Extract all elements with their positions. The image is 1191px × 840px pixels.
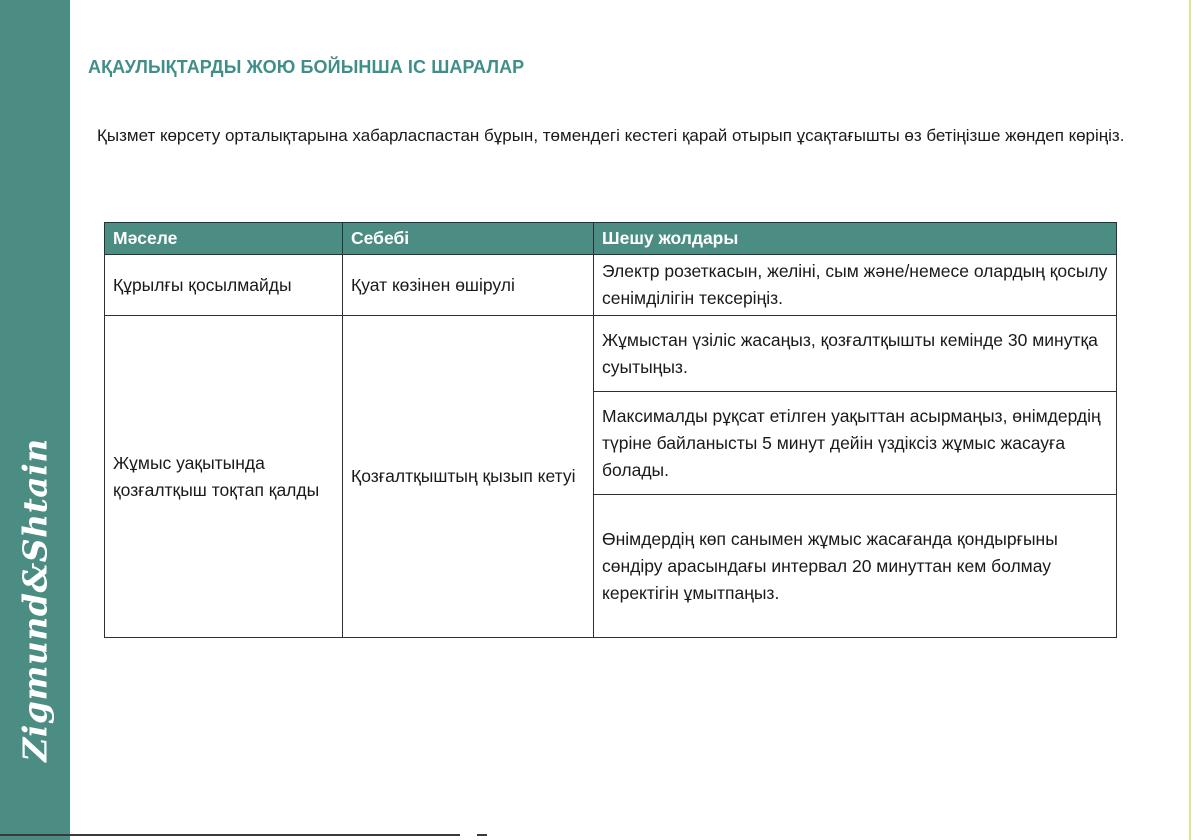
footer-tick (477, 834, 487, 836)
header-problem: Мәселе (105, 223, 343, 255)
solution-cell: Максималды рұқсат етілген уақыттан асырмаңыз, өнімдердің түріне байланысты 5 минут дейін үздіксіз жұмыс жасауға болады. (594, 392, 1117, 495)
brand-logo: Zigmund&Shtain (15, 438, 55, 762)
page-title: АҚАУЛЫҚТАРДЫ ЖОЮ БОЙЫНША ІС ШАРАЛАР (88, 57, 525, 77)
troubleshooting-table (104, 222, 1117, 638)
solution-cell: Жұмыстан үзіліс жасаңыз, қозғалтқышты кемінде 30 минутқа суытыңыз. (594, 316, 1117, 392)
table-row (105, 255, 1117, 316)
sidebar-band (0, 0, 70, 840)
problem-cell: Құрылғы қосылмайды (105, 255, 343, 316)
header-cause: Себебі (343, 223, 594, 255)
solution-cell: Өнімдердің көп санымен жұмыс жасағанда қондырғыны сөндіру арасындағы интервал 20 минуттан кем болмау керектігін ұмытпаңыз. (594, 495, 1117, 638)
cause-cell: Қуат көзінен өшірулі (343, 255, 594, 316)
footer-rule (0, 834, 460, 836)
table-row (105, 316, 1117, 392)
header-solutions: Шешу жолдары (594, 223, 1117, 255)
problem-cell: Жұмыс уақытында қозғалтқыш тоқтап қалды (105, 316, 343, 638)
cause-cell: Қозғалтқыштың қызып кетуі (343, 316, 594, 638)
solution-cell: Электр розеткасын, желіні, сым және/немесе олардың қосылу сенімділігін тексеріңіз. (594, 255, 1117, 316)
table-header-row (105, 223, 1117, 255)
intro-paragraph: Қызмет көрсету орталықтарына хабарласпастан бұрын, төмендегі кестегі қарай отырып ұсақтағышты өз бетіңізше жөндеп көріңіз. (97, 126, 1125, 145)
